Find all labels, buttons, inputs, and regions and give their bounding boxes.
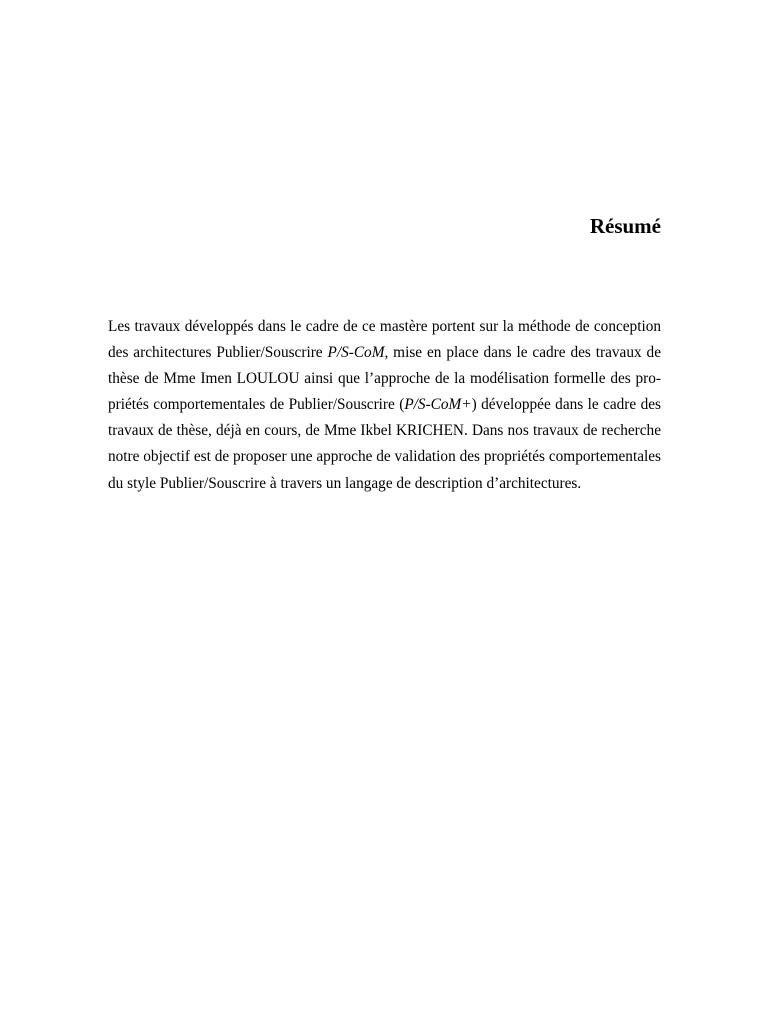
abstract-text: priétés comportementales de Publier/Souscrire ( — [108, 396, 405, 414]
abstract-line-2 — [108, 340, 661, 366]
abstract-text: ) développée dans le cadre des — [471, 396, 661, 414]
abstract-line-5: travaux de thèse, déjà en cours, de Mme Ikbel KRICHEN. Dans nos travaux de recherche — [108, 422, 661, 440]
abstract-line-3: thèse de Mme Imen LOULOU ainsi que l’approche de la modélisation formelle des pro- — [108, 370, 661, 388]
abstract-line-4 — [108, 392, 661, 418]
abstract-line-7: du style Publier/Souscrire à travers un langage de description d’architectures. — [108, 474, 582, 492]
abstract-paragraph — [108, 314, 661, 497]
abstract-text: des architectures Publier/Souscrire — [108, 344, 328, 362]
method-name-ps-com-plus: P/S-CoM+ — [404, 396, 472, 414]
abstract-line-1: Les travaux développés dans le cadre de ce mastère portent sur la méthode de conception — [108, 318, 661, 335]
method-name-ps-com: P/S-CoM — [327, 344, 385, 362]
page-title: Résumé — [589, 214, 661, 238]
abstract-text: , mise en place dans le cadre des travaux de — [384, 344, 661, 362]
abstract-line-6: notre objectif est de proposer une approche de validation des propriétés comportementales — [108, 448, 661, 466]
